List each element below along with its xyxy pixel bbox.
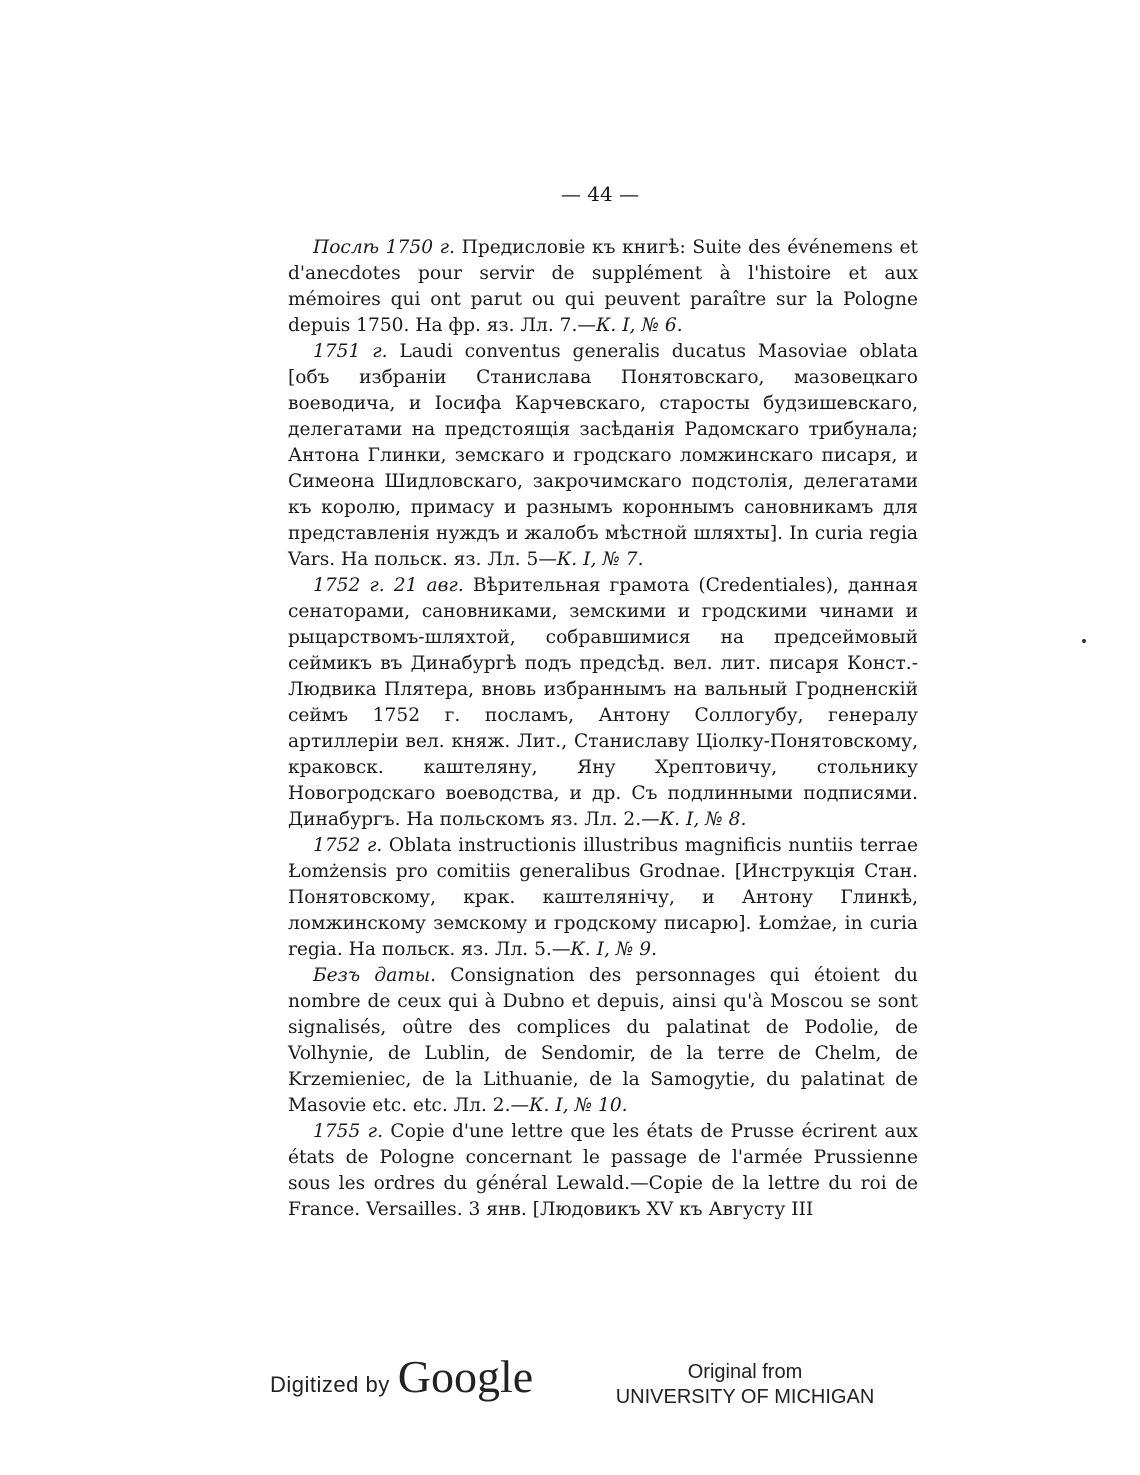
google-logo: Google xyxy=(397,1351,534,1402)
entry-date: Послѣ 1750 г. xyxy=(313,237,455,258)
original-source-watermark xyxy=(600,1360,890,1410)
entry-text: Вѣрительная грамота (Credentiales), данная сенаторами, сановниками, земскими и гродскими чинами и рыцарствомъ-шляхтой, собравшимися на предсеймовый сеймикъ въ Динабургѣ подъ предсѣд. вел. лит. писаря Конст.-Людвика Плятера, вновь избраннымъ на вальный Гродненскій сеймъ 1752 г. посламъ, Антону Соллогубу, генералу артиллеріи вел. княж. Лит., Станиславу Ціолку-Понятовскому, краковск. каштеляну, Яну Хрептовичу, стольнику Новогродскаго воеводства, и др. Съ подлинными подписями. Динабургъ. На польскомъ яз. Лл. 2.— xyxy=(288,575,918,830)
original-from-text: Original from xyxy=(687,1361,803,1383)
entry-text: Consignation des personnages qui étoient du nombre de ceux qui à Dubno et depuis, ainsi qu'à Moscou se sont signalisés, oûtre des complices du palatinat de Podolie, de Volhynie, de Lublin, de Sendomir, de la terre de Chelm, de Krzemieniec, de la Lithuanie, de la Samogytie, du palatinat de Masovie etc. etc. Лл. 2.— xyxy=(288,965,918,1116)
entry-ref: К. I, № 7. xyxy=(556,549,644,570)
university-text: UNIVERSITY OF MICHIGAN xyxy=(615,1386,875,1408)
entry-1 xyxy=(288,235,918,339)
document-body xyxy=(288,235,918,1223)
scan-speck xyxy=(1082,639,1086,643)
entry-5 xyxy=(288,963,918,1119)
entry-ref: К. I, № 9. xyxy=(570,939,658,960)
entry-text: Copie d'une lettre que les états de Prusse écrirent aux états de Pologne concernant le passage de l'armée Prussienne sous les ordres du général Lewald.—Copie de la lettre du roi de France. Versailles. 3 янв. [Людовикъ XV къ Августу III xyxy=(288,1121,918,1220)
entry-date: 1752 г. xyxy=(313,835,383,856)
entry-date: 1751 г. xyxy=(313,341,388,362)
digitized-text: Digitized by xyxy=(270,1372,390,1397)
entry-date: 1755 г. xyxy=(313,1121,383,1142)
entry-ref: К. I, № 6. xyxy=(596,315,683,336)
entry-text: Laudi conventus generalis ducatus Masoviae oblata [объ избраніи Станислава Понятовскаго, мазовецкаго воеводича, и Іосифа Карчевскаго, старосты будзишевскаго, делегатами на предстоящія засѣданія Радомскаго трибунала; Антона Глинки, земскаго и гродскаго ломжинскаго писаря, и Симеона Шидловскаго, закрочимскаго подстолія, делегатами къ королю, примасу и разнымъ короннымъ сановникамъ для представленія нуждъ и жалобъ мѣстной шляхты]. In curia regia Vars. На польск. яз. Лл. 5— xyxy=(288,341,918,570)
entry-date: Безъ даты. xyxy=(313,965,436,986)
entry-date: 1752 г. 21 авг. xyxy=(313,575,464,596)
entry-text: Oblata instructionis illustribus magnificis nuntiis terrae Łomżensis pro comitiis generalibus Grodnae. [Инструкція Стан. Понятовскому, крак. каштелянічу, и Антону Глинкѣ, ломжинскому земскому и гродскому писарю]. Łomżae, in curia regia. На польск. яз. Лл. 5.— xyxy=(288,835,918,960)
entry-text: Предисловіе къ книгѣ: Suite des événemens et d'anecdotes pour servir de supplément à l'histoire et aux mémoires qui ont parut ou qui peuvent paraître sur la Pologne depuis 1750. На фр. яз. Лл. 7.— xyxy=(288,237,918,336)
entry-2 xyxy=(288,339,918,573)
entry-ref: К. I, № 10. xyxy=(529,1095,628,1116)
entry-4 xyxy=(288,833,918,963)
entry-3 xyxy=(288,573,918,833)
entry-ref: К. I, № 8. xyxy=(659,809,747,830)
entry-6 xyxy=(288,1119,918,1223)
digitized-by-google-watermark xyxy=(270,1350,533,1403)
page-number: — 44 — xyxy=(560,182,640,206)
